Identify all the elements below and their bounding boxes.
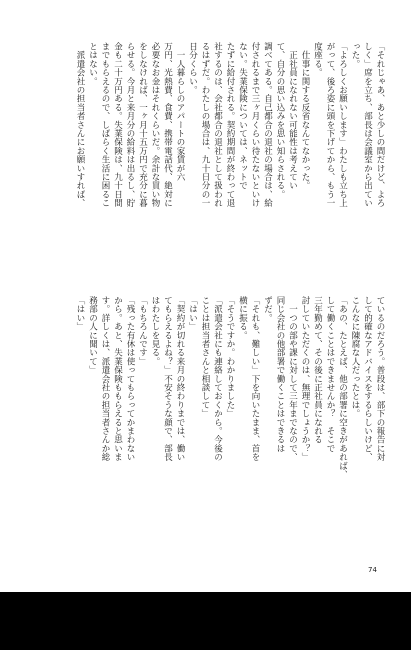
text-column: ない。失業保険については、ネットで	[237, 42, 248, 190]
text-column: して働くことはできませんか？ そこで	[325, 296, 335, 453]
text-column: して的確なアドバイスをするらしいけど、	[362, 296, 373, 462]
text-column: 金も二十万円ある。失業保険は、九十日間	[112, 42, 123, 208]
text-column: てもらえるよね？」不安そうな顔で、部長	[162, 296, 173, 462]
text-column: 「それも、難しい」下を向いたまま、首を	[250, 296, 260, 462]
text-column: 正社員になれない可能性は考えてい	[287, 42, 298, 190]
text-column: 同じ会社の他部署で働くことはできるは	[275, 296, 285, 453]
text-column: をしなければ、一ヶ月十五万円で充分に暮	[137, 42, 148, 208]
text-tier-top	[26, 42, 386, 274]
text-column: 「あの、たとえば、他の部署に空きがあれば、	[337, 296, 348, 479]
text-column: らせる。今月と来月分の給料は出るし、貯	[125, 42, 135, 208]
text-column: 日分くらい。	[187, 42, 198, 95]
text-column: 社するのは、会社都合の退社として扱われ	[212, 42, 223, 208]
text-column: 一つの部や課に対して三年までなので、	[287, 296, 298, 462]
text-tier-bottom	[26, 296, 386, 530]
text-column: て、自分の思い込みを思い知らされる。	[275, 42, 285, 199]
text-column: 必要なお金はそれくらいだ。余計な買い物	[150, 42, 160, 208]
text-column: るはずだ。わたしの場合は、九十日分の一	[200, 42, 210, 208]
text-column: までもらえるので、しばらく生活に困るこ	[100, 42, 110, 208]
text-column: ずだ。	[262, 296, 273, 323]
text-column: こんなに陳腐な人だったとは。	[350, 296, 360, 418]
text-column: 派遣会社の担当者さんにお願いすれば、	[75, 42, 85, 208]
text-column: 三年勤めて、その後に正社員になれる	[312, 296, 323, 444]
text-column: ことは担当者さんと相談して」	[200, 296, 210, 418]
text-column: しく」席を立ち、部長は会議室から出てい	[362, 42, 373, 208]
text-column: 横に振る。	[237, 296, 248, 340]
text-column: 務部の人に聞いて」	[87, 296, 98, 375]
text-column: 調べてある。自己都合の退社の場合は、給	[262, 42, 273, 208]
text-column: 討していただくのは、無理でしょうか？」	[300, 296, 310, 462]
text-column: 「派遣会社にも連絡しておくから。今後の	[212, 296, 223, 462]
text-column: ているのだろう。普段は、部下の報告に対	[375, 296, 385, 462]
text-column: 「はい」	[187, 296, 198, 331]
text-column: たずに給付される。契約期間が終わって退	[225, 42, 235, 208]
text-column: 付されるまで三ヶ月くらい待たないといけ	[250, 42, 260, 208]
text-column: 「もちろんです」	[137, 296, 148, 366]
text-column: 「はい」	[75, 296, 85, 331]
text-column: から。あと、失業保険ももらえると思いま	[112, 296, 123, 462]
text-column: 「よろしくお願いします」わたしも立ち上	[337, 42, 348, 208]
text-column: 「残った有休は使ってもらってかまわない	[125, 296, 135, 462]
text-column: 仕事に関する反省なんてなかった。	[300, 42, 310, 190]
text-column: とはない。	[87, 42, 98, 86]
text-column: す。詳しくは、派遣会社の担当者さんか総	[100, 296, 110, 462]
text-column: がって、後ろ姿に頭を下げてから、もう一	[325, 42, 335, 208]
text-column: った。	[350, 42, 360, 69]
text-column: 一人暮らしのアパートの家賃が六	[175, 42, 185, 182]
text-column: 度座る。	[312, 42, 323, 77]
text-column: はわたしを見る。	[150, 296, 160, 366]
page-number: 74	[368, 566, 377, 574]
text-column: 「そうですか。わかりました」	[225, 296, 235, 418]
text-column: 「それじゃあ、あと少しの間だけど、よろ	[375, 42, 385, 208]
text-column: 万円、光熱費、食費、携帯電話代、絶対に	[162, 42, 173, 208]
text-column: 「契約が切れる来月の終わりまでは、働い	[175, 296, 185, 462]
